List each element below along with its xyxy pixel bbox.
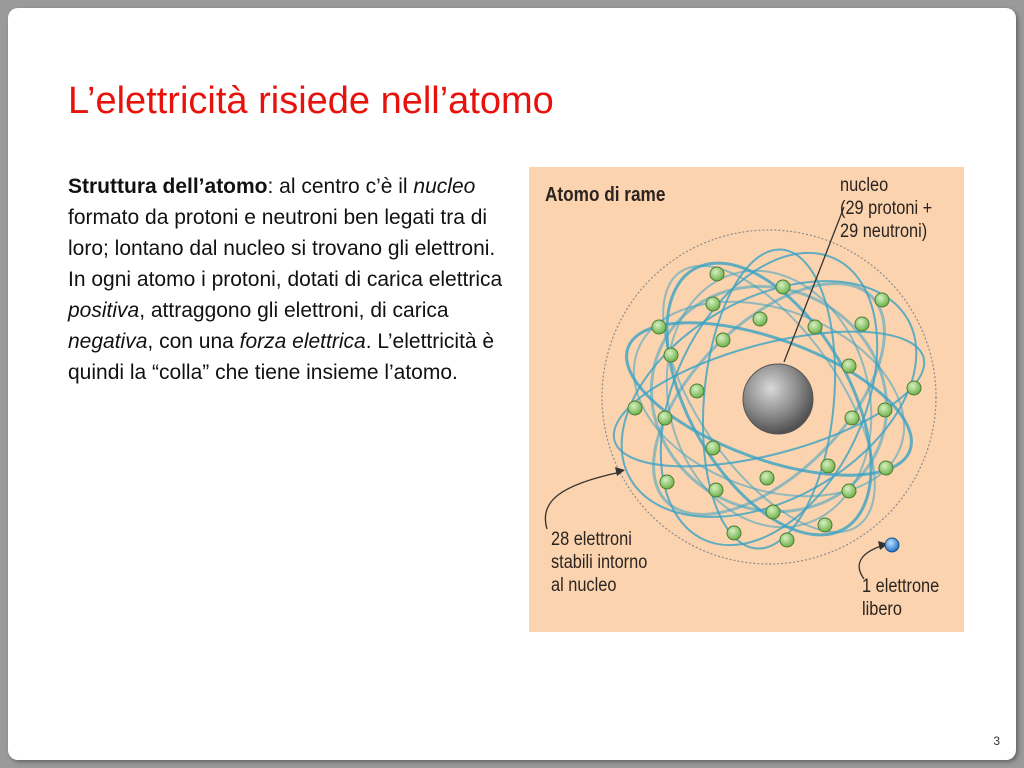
- electrons-pointer: [545, 472, 621, 529]
- electron: [780, 533, 794, 547]
- electron: [628, 401, 642, 415]
- electron: [706, 441, 720, 455]
- electron: [753, 312, 767, 326]
- slide: [8, 8, 1016, 760]
- electron: [878, 403, 892, 417]
- copper-atom-figure: [529, 167, 964, 632]
- free-electron-pointer: [859, 545, 884, 579]
- electron: [716, 333, 730, 347]
- paragraph2-em-forza: forza elettrica: [239, 330, 366, 353]
- slide-title: L’elettricità risiede nell’atomo: [68, 80, 554, 122]
- paragraph1-text-a: : al centro c’è il: [267, 175, 414, 198]
- electron: [710, 267, 724, 281]
- paragraph1-em-nucleo: nucleo: [413, 175, 476, 198]
- electron: [709, 483, 723, 497]
- electron: [727, 526, 741, 540]
- paragraph1-text-b: formato da protoni e neutroni ben legati tra di loro; lontano dal nucleo si trovano gli elettroni.: [68, 206, 496, 260]
- electron: [664, 348, 678, 362]
- electron: [652, 320, 666, 334]
- body-text: [68, 171, 518, 388]
- electron: [842, 359, 856, 373]
- electron: [766, 505, 780, 519]
- electron: [660, 475, 674, 489]
- paragraph2-text-c: , con una: [147, 330, 240, 353]
- paragraph2-text-b: , attraggono gli elettroni, di carica: [139, 299, 449, 322]
- free-electron: [885, 538, 899, 552]
- paragraph-force: [68, 264, 518, 388]
- electron: [875, 293, 889, 307]
- paragraph2-text-d: . L’elettricità è quindi la “colla” che tiene insieme l’atomo.: [68, 330, 495, 384]
- electron: [776, 280, 790, 294]
- electron: [845, 411, 859, 425]
- paragraph2-text-a: In ogni atomo i protoni, dotati di carica elettrica: [68, 268, 503, 291]
- nucleus: [743, 364, 813, 434]
- term-structure: Struttura dell’atomo: [68, 175, 268, 198]
- electron: [658, 411, 672, 425]
- electron: [907, 381, 921, 395]
- electron: [855, 317, 869, 331]
- paragraph-structure: [68, 171, 518, 264]
- electron: [842, 484, 856, 498]
- page-number: 3: [993, 734, 1000, 748]
- electron: [879, 461, 893, 475]
- nucleus-label: nucleo (29 protoni + 29 neutroni): [840, 175, 933, 242]
- paragraph2-em-positiva: positiva: [68, 299, 140, 322]
- electrons-label: 28 elettroni stabili intorno al nucleo: [551, 529, 648, 596]
- paragraph2-em-negativa: negativa: [68, 330, 148, 353]
- electron: [808, 320, 822, 334]
- figure-title: Atomo di rame: [545, 184, 666, 206]
- electron: [760, 471, 774, 485]
- free-electron-label: 1 elettrone libero: [862, 576, 940, 620]
- electron: [706, 297, 720, 311]
- electron: [690, 384, 704, 398]
- electron: [821, 459, 835, 473]
- electrons-pointer-arrowhead: [615, 467, 625, 476]
- electron: [818, 518, 832, 532]
